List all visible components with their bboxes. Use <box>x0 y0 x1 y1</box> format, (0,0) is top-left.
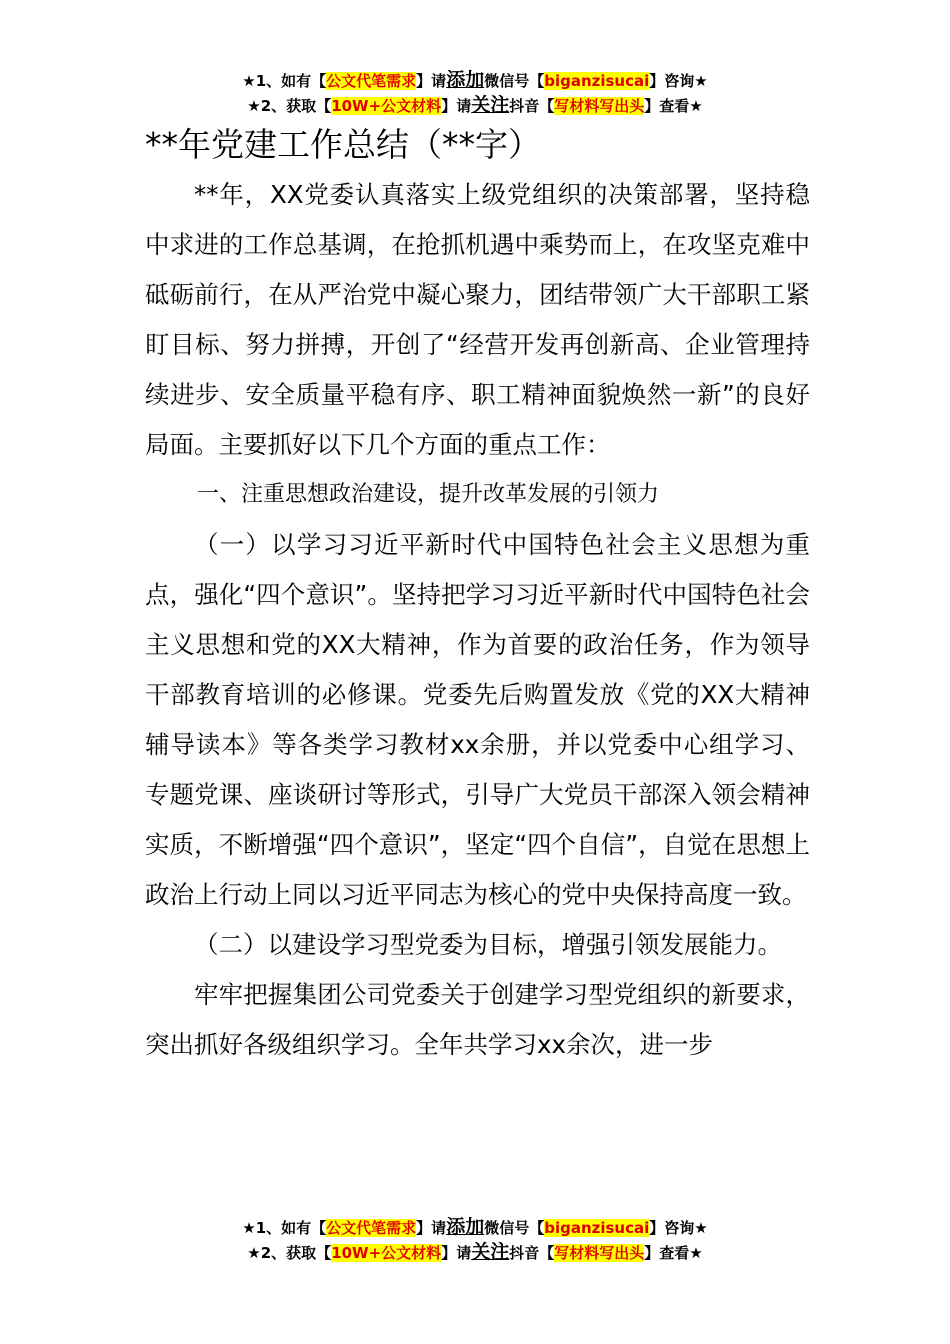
paragraph-2: （二）以建设学习型党委为目标，增强引领发展能力。 <box>194 930 782 959</box>
document-title: **年党建工作总结（**字） <box>145 125 541 164</box>
section-heading: 一、注重思想政治建设，提升改革发展的引领力 <box>197 482 660 507</box>
document-body <box>145 170 810 1070</box>
top-banner <box>0 68 950 118</box>
banner-emphasis: 关注 <box>471 94 510 116</box>
banner-text: 】请 <box>416 1219 447 1237</box>
banner-text: ★1、如有【 <box>242 72 327 90</box>
banner-emphasis: 添加 <box>446 69 485 91</box>
banner-text: 】咨询★ <box>649 1219 708 1237</box>
banner-emphasis: 添加 <box>446 1216 485 1238</box>
banner-text: 微信号【 <box>484 72 545 90</box>
banner-highlight-douyin: 写材料写出头 <box>554 97 645 115</box>
paragraph-1: （一）以学习习近平新时代中国特色社会主义思想为重点，强化“四个意识”。坚持把学习习近平新时代中国特色社会主义思想和党的XX大精神，作为首要的政治任务，作为领导干部教育培训的必修课。党委先后购置发放《党的XX大精神辅导读本》等各类学习教材xx余册，并以党委中心组学习、专题党课、座谈研讨等形式，引导广大党员干部深入领会精神实质，不断增强“四个意识”，坚定“四个自信”，自觉在思想上政治上行动上同以习近平同志为核心的党中央保持高度一致。 <box>145 530 810 909</box>
banner-line-2 <box>0 1240 950 1265</box>
banner-text: ★2、获取【 <box>247 97 332 115</box>
banner-highlight-wechat: biganzisucai <box>544 72 650 90</box>
banner-highlight: 公文代笔需求 <box>326 1219 417 1237</box>
banner-text: 】咨询★ <box>649 72 708 90</box>
banner-text: 】查看★ <box>644 97 703 115</box>
banner-emphasis: 关注 <box>471 1241 510 1263</box>
intro-paragraph: **年，XX党委认真落实上级党组织的决策部署，坚持稳中求进的工作总基调，在抢抓机遇中乘势而上，在攻坚克难中砥砺前行，在从严治党中凝心聚力，团结带领广大干部职工紧盯目标、努力拼搏，开创了“经营开发再创新高、企业管理持续进步、安全质量平稳有序、职工精神面貌焕然一新”的良好局面。主要抓好以下几个方面的重点工作： <box>145 180 810 459</box>
banner-text: ★1、如有【 <box>242 1219 327 1237</box>
banner-text: 抖音【 <box>509 1244 555 1262</box>
banner-highlight-douyin: 写材料写出头 <box>554 1244 645 1262</box>
banner-line-2 <box>0 93 950 118</box>
banner-text: 微信号【 <box>484 1219 545 1237</box>
banner-text: 】查看★ <box>644 1244 703 1262</box>
banner-text: 】请 <box>441 1244 472 1262</box>
banner-line-1 <box>0 68 950 93</box>
banner-highlight: 公文代笔需求 <box>326 72 417 90</box>
banner-highlight: 10W+公文材料 <box>331 97 442 115</box>
banner-text: 】请 <box>441 97 472 115</box>
bottom-banner <box>0 1215 950 1265</box>
banner-text: ★2、获取【 <box>247 1244 332 1262</box>
paragraph-3: 牢牢把握集团公司党委关于创建学习型党组织的新要求，突出抓好各级组织学习。全年共学习xx余次，进一步 <box>145 980 810 1059</box>
banner-text: 】请 <box>416 72 447 90</box>
banner-text: 抖音【 <box>509 97 555 115</box>
banner-highlight-wechat: biganzisucai <box>544 1219 650 1237</box>
banner-line-1 <box>0 1215 950 1240</box>
banner-highlight: 10W+公文材料 <box>331 1244 442 1262</box>
